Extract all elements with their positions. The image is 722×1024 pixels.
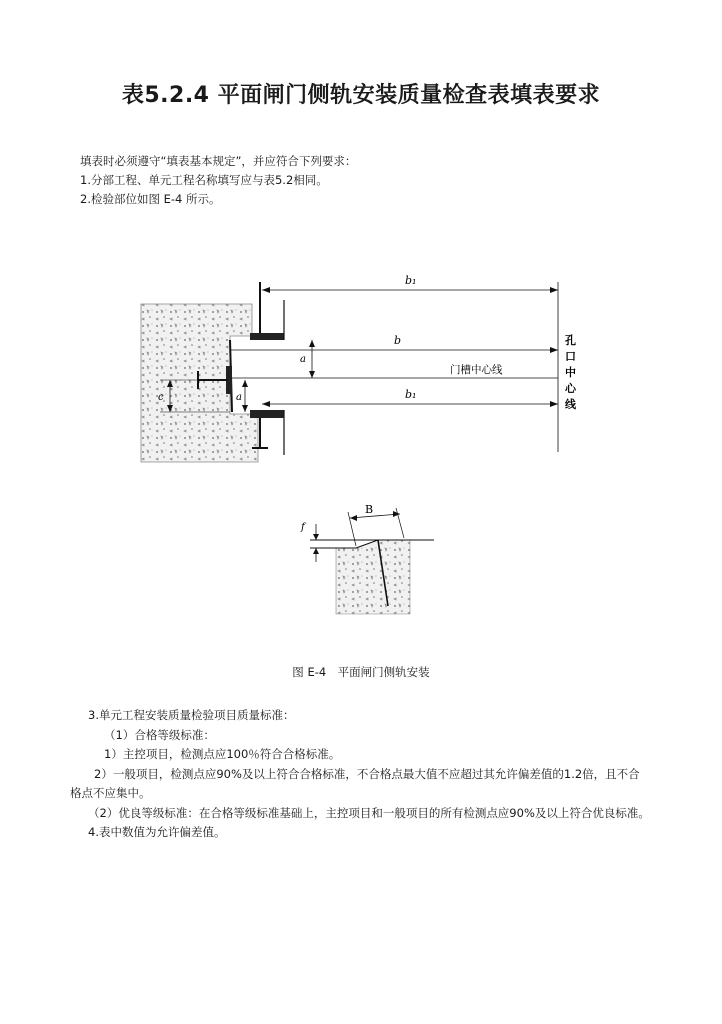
req-qualified-title: （1）合格等级标准： — [104, 727, 215, 742]
label-b1-top: b₁ — [405, 274, 417, 287]
req-item-4: 4.表中数值为允许偏差值。 — [88, 825, 226, 839]
figure-caption: 图 E-4 平面闸门侧轨安装 — [292, 665, 430, 679]
label-b1-bottom: b₁ — [405, 388, 417, 401]
label-a-upper: a — [300, 354, 306, 365]
req-item-3: 3.单元工程安装质量检验项目质量标准： — [88, 708, 295, 722]
label-c: c — [158, 392, 164, 403]
hole-center-char-1: 孔 — [565, 334, 576, 347]
intro-line-3: 2.检验部位如图 E-4 所示。 — [80, 192, 221, 206]
intro-line-1: 填表时必须遵守“填表基本规定”，并应符合下列要求： — [80, 154, 357, 168]
req-excellent: （2）优良等级标准：在合格等级标准基础上，主控项目和一般项目的所有检测点应90%及以上符合优良标准。 — [88, 805, 650, 820]
page-title: 表5.2.4 平面闸门侧轨安装质量检查表填表要求 — [121, 83, 601, 108]
hole-center-char-2: 口 — [565, 350, 576, 363]
concrete-section — [141, 304, 258, 462]
center-line-label: 门槽中心线 — [450, 364, 503, 376]
label-a-lower: a — [236, 392, 242, 403]
req-main-items: 1）主控项目，检测点应100％符合合格标准。 — [104, 747, 341, 761]
hole-center-label — [565, 333, 577, 411]
label-f: f — [301, 522, 305, 533]
hole-center-char-5: 线 — [565, 398, 576, 411]
upper-rail-plate — [250, 333, 284, 340]
hole-center-char-4: 心 — [565, 382, 576, 395]
lower-rail-plate — [250, 410, 284, 418]
hole-center-char-3: 中 — [565, 366, 576, 379]
req-general-items: 2）一般项目，检测点应90%及以上符合合格标准，不合格点最大值不应超过其允许偏差值的1.2倍，且不合格点不应集中。 — [70, 766, 640, 800]
concrete-step — [336, 540, 410, 614]
intro-line-2: 1.分部工程、单元工程名称填写应与表5.2相同。 — [80, 173, 328, 187]
label-b: b — [394, 334, 402, 347]
label-B: B — [365, 503, 374, 516]
requirements-block — [70, 706, 650, 843]
